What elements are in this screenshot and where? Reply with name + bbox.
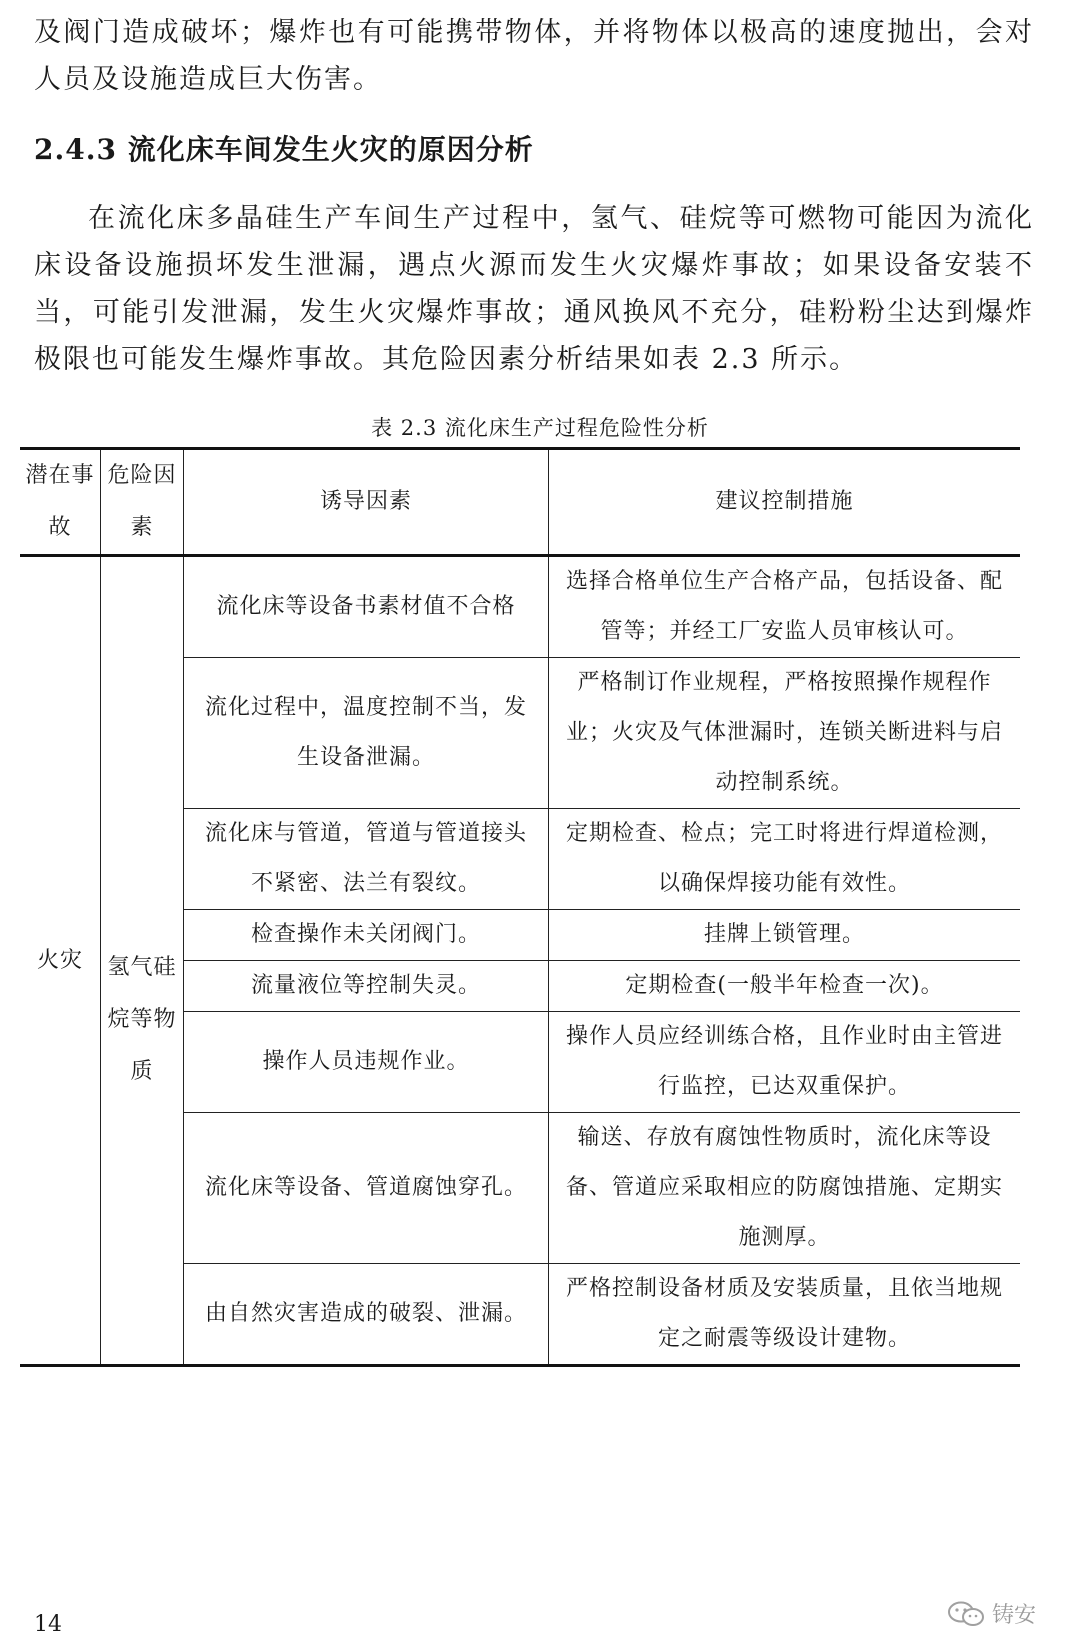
paragraph-main: 在流化床多晶硅生产车间生产过程中，氢气、硅烷等可燃物可能因为流化床设备设施损坏发生泄漏，遇点火源而发生火灾爆炸事故；如果设备安装不当，可能引发泄漏，发生火灾爆炸事故；通风换风不充分，硅粉粉尘达到爆炸极限也可能发生爆炸事故。其危险因素分析结果如表 2.3 所示。: [34, 203, 1034, 375]
watermark: [946, 1598, 1036, 1629]
cause-cell: 由自然灾害造成的破裂、泄漏。: [184, 1264, 549, 1366]
cause-cell: 检查操作未关闭阀门。: [184, 910, 549, 961]
cause-cell: 流化床等设备书素材值不合格: [184, 556, 549, 658]
table-header-row: [20, 449, 1020, 556]
header-accident: 潜在事故: [20, 449, 101, 556]
cause-cell: 操作人员违规作业。: [184, 1012, 549, 1113]
cause-cell: 流量液位等控制失灵。: [184, 961, 549, 1012]
table-row: [20, 556, 1020, 658]
table-caption: 表 2.3 流化床生产过程危险性分析: [371, 416, 709, 440]
section-heading: 2.4.3 流化床车间发生火灾的原因分析: [34, 133, 534, 166]
cause-cell: 流化过程中，温度控制不当，发生设备泄漏。: [184, 658, 549, 809]
measure-cell: 严格控制设备材质及安装质量，且依当地规定之耐震等级设计建物。: [549, 1264, 1021, 1366]
measure-cell: 严格制订作业规程，严格按照操作规程作业；火灾及气体泄漏时，连锁关断进料与启动控制系统。: [549, 658, 1021, 809]
cause-cell: 流化床与管道，管道与管道接头不紧密、法兰有裂纹。: [184, 809, 549, 910]
watermark-text: 铸安: [992, 1603, 1037, 1628]
header-cause: 诱导因素: [184, 449, 549, 556]
measure-cell: 定期检查、检点；完工时将进行焊道检测，以确保焊接功能有效性。: [549, 809, 1021, 910]
measure-cell: 操作人员应经训练合格，且作业时由主管进行监控，已达双重保护。: [549, 1012, 1021, 1113]
measure-cell: 定期检查(一般半年检查一次)。: [549, 961, 1021, 1012]
paragraph-top: 及阀门造成破坏；爆炸也有可能携带物体，并将物体以极高的速度抛出，会对人员及设施造成巨大伤害。: [34, 17, 1034, 95]
cause-cell: 流化床等设备、管道腐蚀穿孔。: [184, 1113, 549, 1264]
measure-cell: 选择合格单位生产合格产品，包括设备、配管等；并经工厂安监人员审核认可。: [549, 556, 1021, 658]
hazard-cell: 氢气硅烷等物质: [101, 556, 184, 1366]
measure-cell: 输送、存放有腐蚀性物质时，流化床等设备、管道应采取相应的防腐蚀措施、定期实施测厚。: [549, 1113, 1021, 1264]
page-number: 14: [34, 1612, 62, 1637]
header-hazard: 危险因素: [101, 449, 184, 556]
hazard-table: [20, 447, 1020, 1367]
header-measure: 建议控制措施: [549, 449, 1021, 556]
measure-cell: 挂牌上锁管理。: [549, 910, 1021, 961]
wechat-icon: [946, 1600, 986, 1628]
accident-cell: 火灾: [20, 556, 101, 1366]
